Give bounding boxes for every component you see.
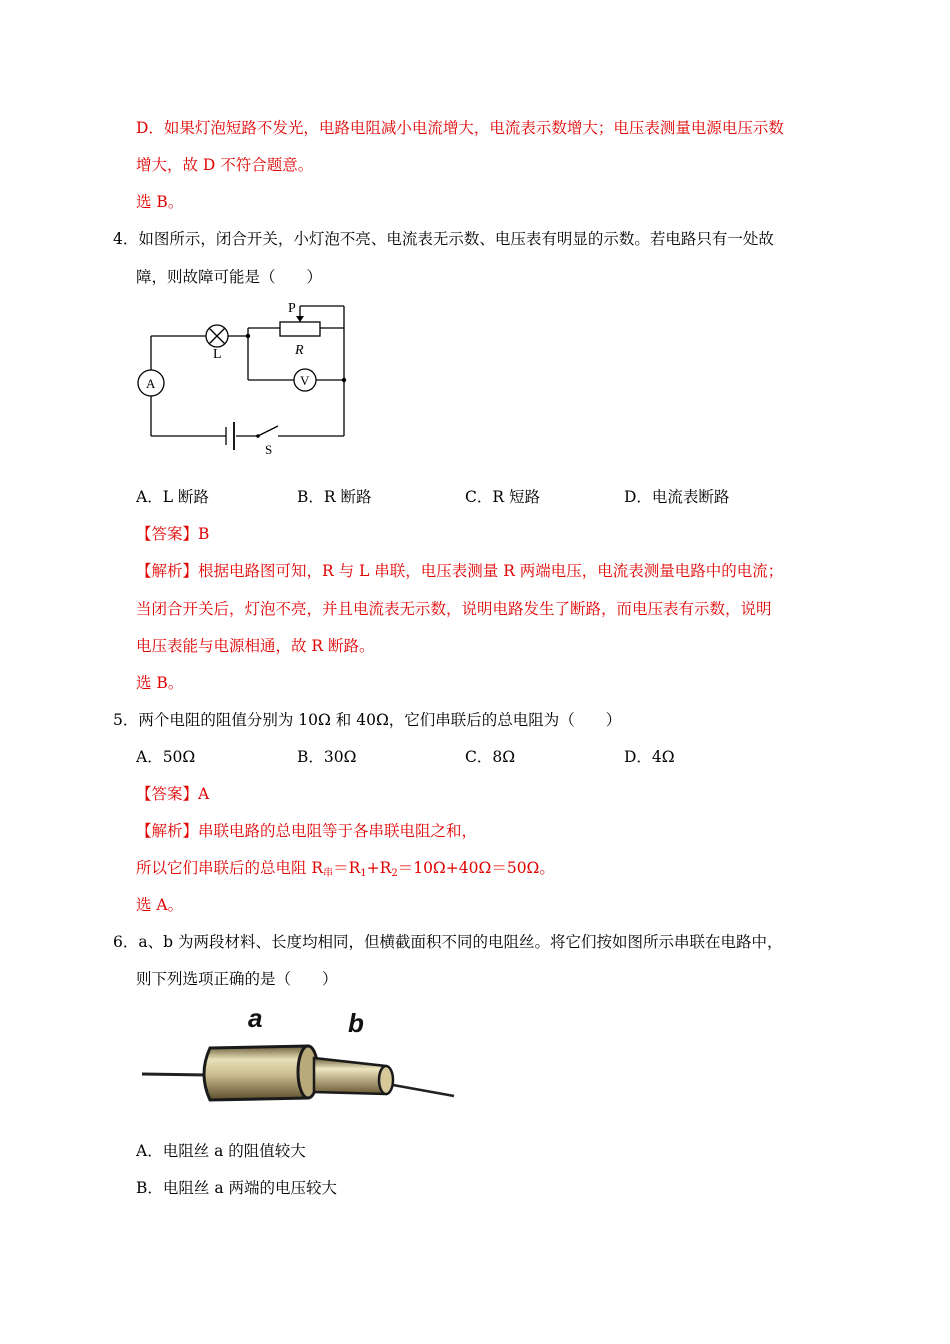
switch-label: S — [265, 442, 273, 457]
subscript-series: 串 — [323, 868, 334, 879]
q4-option-d: D．电流表断路 — [624, 488, 730, 506]
analysis-text: 根据电路图可知，R 与 L 串联，电压表测量 R 两端电压，电流表测量电路中的电流； — [198, 562, 784, 580]
q4-stem-line2: 障，则故障可能是（ ） — [136, 268, 323, 286]
q5-option-c: C．8Ω — [465, 748, 516, 766]
q5-analysis-line2 — [136, 858, 555, 884]
q4-option-b: B．R 断路 — [297, 488, 372, 506]
q6-option-a: A．电阻丝 a 的阻值较大 — [136, 1142, 306, 1160]
formula-text: ＝10Ω+40Ω＝50Ω。 — [397, 859, 555, 877]
q4-analysis-line1 — [136, 561, 783, 581]
q4-stem-line1: 4．如图所示，闭合开关，小灯泡不亮、电流表无示数、电压表有明显的示数。若电路只有一处故 — [113, 230, 774, 248]
wire-label-a: a — [248, 1003, 263, 1033]
q4-answer: 【答案】B — [136, 525, 210, 543]
q5-selection: 选 A。 — [136, 896, 184, 914]
q5-answer: 【答案】A — [136, 785, 210, 803]
formula-text: 所以它们串联后的总电阻 R — [136, 859, 324, 877]
circuit-label-l: L — [213, 347, 222, 362]
q5-stem: 5．两个电阻的阻值分别为 10Ω 和 40Ω，它们串联后的总电阻为（ ） — [113, 711, 622, 729]
q3-option-d-explanation-line2: 增大，故 D 不符合题意。 — [136, 156, 314, 174]
formula-text: ＝R — [333, 859, 361, 877]
subscript-1: 1 — [360, 868, 367, 879]
q3-option-d-explanation-line1: D．如果灯泡短路不发光，电路电阻减小电流增大，电流表示数增大；电压表测量电源电压示数 — [136, 119, 784, 137]
circuit-label-p: P — [288, 301, 296, 316]
q4-option-a: A．L 断路 — [136, 488, 209, 506]
q4-option-c: C．R 短路 — [465, 488, 540, 506]
circuit-label-r: R — [295, 343, 304, 358]
voltmeter-label: V — [300, 373, 310, 388]
q4-circuit-diagram — [128, 296, 368, 466]
q6-option-b: B．电阻丝 a 两端的电压较大 — [136, 1179, 337, 1197]
q5-option-a: A．50Ω — [136, 748, 196, 766]
q6-stem-line2: 则下列选项正确的是（ ） — [136, 970, 338, 988]
q5-option-b: B．30Ω — [297, 748, 357, 766]
q4-selection: 选 B。 — [136, 674, 184, 692]
wire-label-b: b — [348, 1008, 364, 1038]
subscript-2: 2 — [391, 868, 398, 879]
analysis-tag: 【解析】 — [136, 822, 199, 840]
analysis-tag: 【解析】 — [136, 562, 199, 580]
q3-selection: 选 B。 — [136, 193, 184, 211]
analysis-text: 串联电路的总电阻等于各串联电阻之和， — [198, 822, 478, 840]
q5-analysis-line1 — [136, 821, 477, 841]
q6-resistor-wire-figure — [138, 1000, 458, 1115]
ammeter-label: A — [146, 376, 156, 391]
q4-analysis-line2: 当闭合开关后，灯泡不亮，并且电流表无示数，说明电路发生了断路，而电压表有示数，说明 — [136, 600, 772, 618]
q4-analysis-line3: 电压表能与电源相通，故 R 断路。 — [136, 637, 375, 655]
q5-option-d: D．4Ω — [624, 748, 675, 766]
q6-stem-line1: 6．a、b 为两段材料、长度均相同，但横截面积不同的电阻丝。将它们按如图所示串联在电路中， — [113, 933, 783, 951]
formula-text: +R — [366, 859, 392, 877]
